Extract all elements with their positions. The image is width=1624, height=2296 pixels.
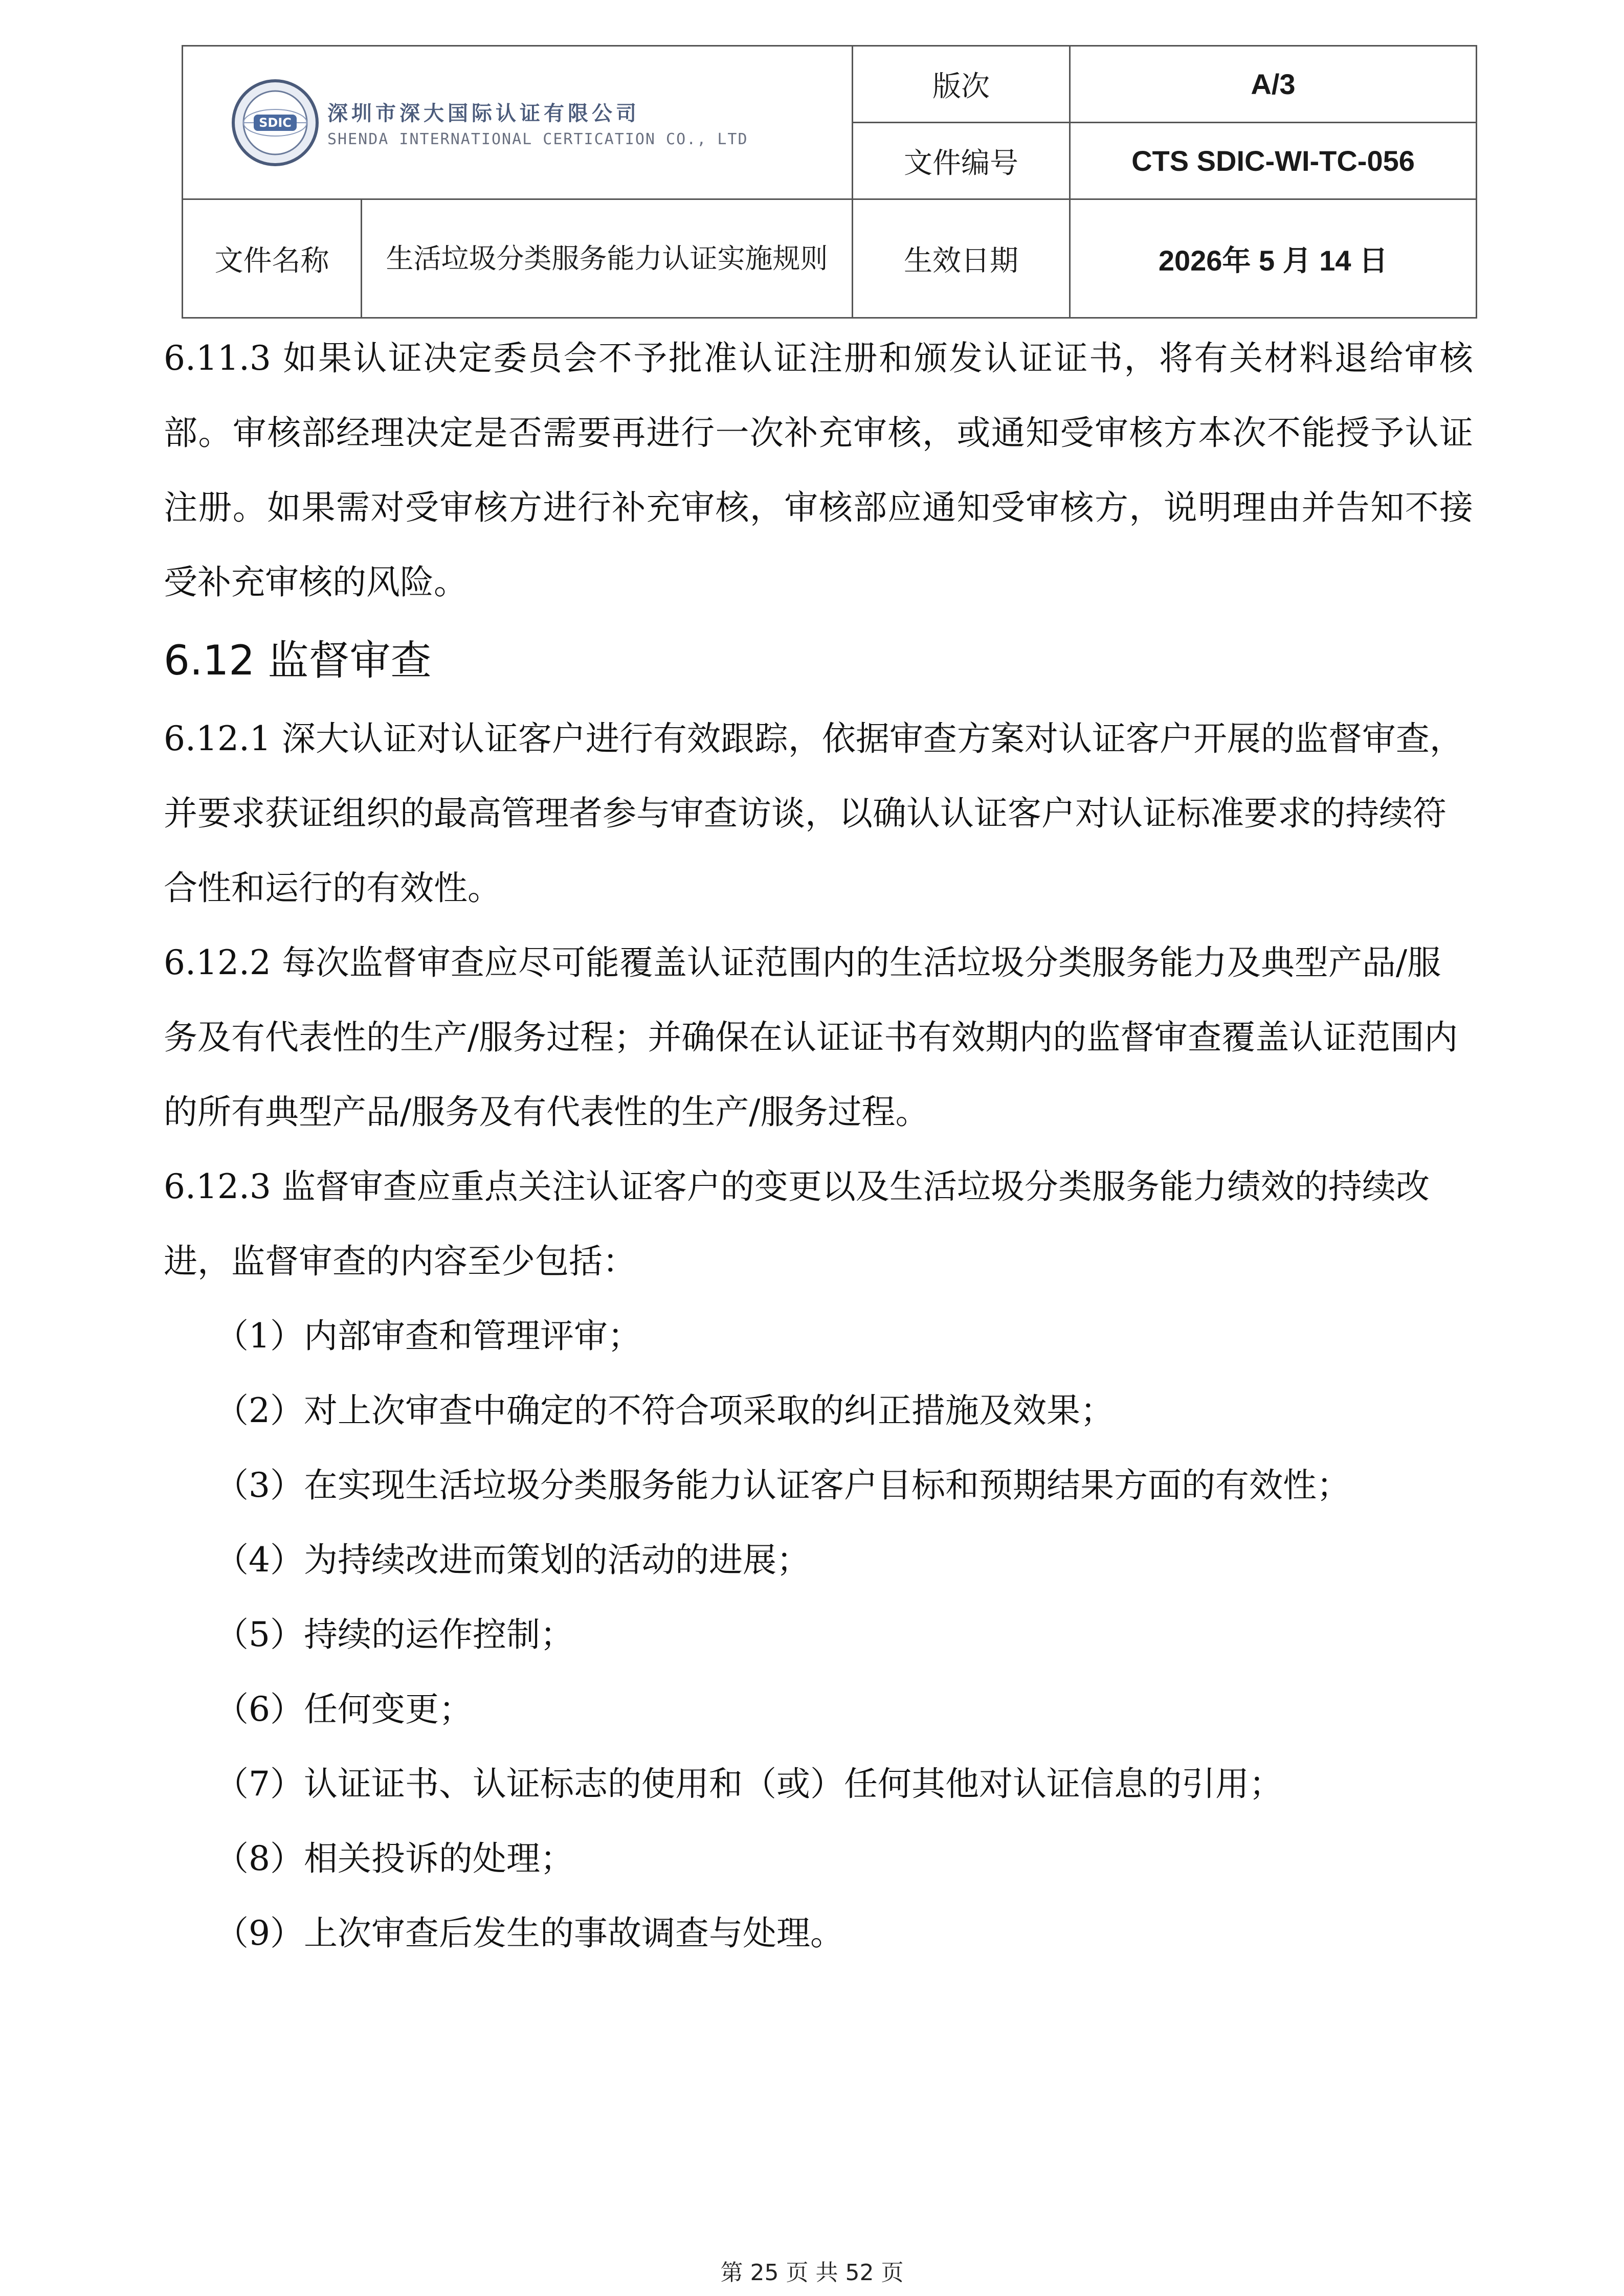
company-name-en: SHENDA INTERNATIONAL CERTICATION CO., LTD bbox=[327, 130, 748, 148]
list-item: （5）持续的运作控制； bbox=[215, 1615, 574, 1654]
list-item: （7）认证证书、认证标志的使用和（或）任何其他对认证信息的引用； bbox=[215, 1764, 1283, 1804]
list-item: （4）为持续改进而策划的活动的进展； bbox=[215, 1540, 810, 1580]
list-item: （2）对上次审查中确定的不符合项采取的纠正措施及效果； bbox=[215, 1391, 1114, 1430]
document-header-table bbox=[182, 45, 1477, 319]
doc-number-value: CTS SDIC-WI-TC-056 bbox=[1070, 123, 1477, 199]
section-heading-6-12: 6.12 监督审查 bbox=[164, 637, 432, 684]
effective-date-value: 2026年 5 月 14 日 bbox=[1070, 199, 1477, 318]
paragraph-6-12-3: 6.12.3 监督审查应重点关注认证客户的变更以及生活垃圾分类服务能力绩效的持续改进，监督审查的内容至少包括： bbox=[164, 1167, 1430, 1281]
company-logo-cell bbox=[183, 46, 853, 199]
page-number-footer: 第 25 页 共 52 页 bbox=[720, 2260, 904, 2286]
list-item: （8）相关投诉的处理； bbox=[215, 1839, 574, 1878]
list-item: （9）上次审查后发生的事故调查与处理。 bbox=[215, 1914, 844, 1953]
company-logo-icon bbox=[229, 77, 321, 169]
company-name-cn: 深圳市深大国际认证有限公司 bbox=[327, 101, 640, 125]
svg-text:SDIC: SDIC bbox=[259, 115, 292, 130]
list-item: （6）任何变更； bbox=[215, 1690, 473, 1729]
effective-date-label: 生效日期 bbox=[853, 199, 1070, 318]
paragraph-6-12-2: 6.12.2 每次监督审查应尽可能覆盖认证范围内的生活垃圾分类服务能力及典型产品/服务及有代表性的生产/服务过程；并确保在认证证书有效期内的监督审查覆盖认证范围内的所有典型产品/服务及有代表性的生产/服务过程。 bbox=[164, 943, 1458, 1132]
version-label: 版次 bbox=[853, 46, 1070, 123]
doc-name-label: 文件名称 bbox=[183, 199, 362, 318]
paragraph-6-11-3: 6.11.3 如果认证决定委员会不予批准认证注册和颁发认证证书，将有关材料退给审核部。审核部经理决定是否需要再进行一次补充审核，或通知受审核方本次不能授予认证注册。如果需对受审核方进行补充审核，审核部应通知受审核方，说明理由并告知不接受补充审核的风险。 bbox=[164, 339, 1473, 602]
list-item: （3）在实现生活垃圾分类服务能力认证客户目标和预期结果方面的有效性； bbox=[215, 1466, 1350, 1505]
audit-content-list bbox=[164, 1299, 1473, 1971]
version-value: A/3 bbox=[1070, 46, 1477, 123]
doc-name-value: 生活垃圾分类服务能力认证实施规则 bbox=[362, 199, 853, 318]
document-body bbox=[164, 321, 1473, 1971]
doc-number-label: 文件编号 bbox=[853, 123, 1070, 199]
list-item: （1）内部审查和管理评审； bbox=[215, 1316, 641, 1356]
paragraph-6-12-1: 6.12.1 深大认证对认证客户进行有效跟踪，依据审查方案对认证客户开展的监督审查，并要求获证组织的最高管理者参与审查访谈，以确认认证客户对认证标准要求的持续符合性和运行的有效性。 bbox=[164, 719, 1463, 908]
